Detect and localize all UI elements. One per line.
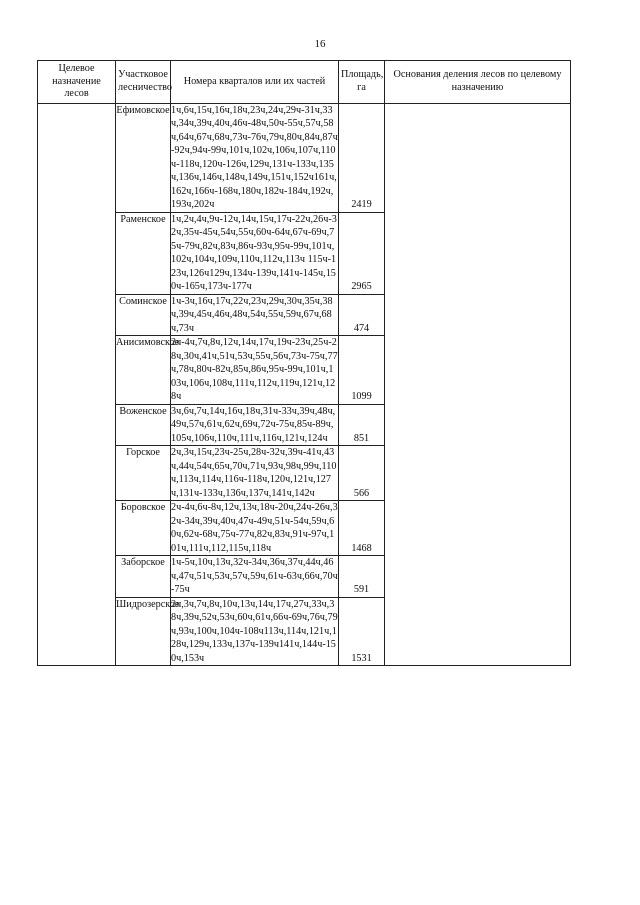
quarter-numbers: 3ч,6ч,7ч,14ч,16ч,18ч,31ч-33ч,39ч,48ч,49ч,57ч,61ч,62ч,69ч,72ч-75ч,85ч-89ч,105ч,106ч,110ч,111ч,116ч,121ч,124ч	[171, 404, 339, 446]
district-name: Раменское	[116, 212, 171, 294]
area-value: 1531	[339, 597, 385, 666]
table-body	[38, 103, 571, 666]
area-value: 1468	[339, 501, 385, 556]
header-basis: Основания деления лесов по целевому назначению	[385, 61, 571, 104]
district-name: Горское	[116, 446, 171, 501]
district-name: Ефимовское	[116, 103, 171, 212]
district-name: Соминское	[116, 294, 171, 336]
page-number: 16	[314, 38, 326, 50]
district-name: Заборское	[116, 556, 171, 598]
quarter-numbers: 2ч,3ч,15ч,23ч-25ч,28ч-32ч,39ч-41ч,43ч,44ч,54ч,65ч,70ч,71ч,93ч,98ч,99ч,110ч,113ч,114ч,116ч-118ч,120ч,121ч,127ч,131ч-133ч,136ч,137ч,141ч,142ч	[171, 446, 339, 501]
district-name: Воженское	[116, 404, 171, 446]
district-name: Боровское	[116, 501, 171, 556]
area-value: 2419	[339, 103, 385, 212]
area-value: 2965	[339, 212, 385, 294]
purpose-cell	[38, 103, 116, 666]
table-header	[38, 61, 571, 104]
header-purpose: Целевое назначение лесов	[38, 61, 116, 104]
area-value: 851	[339, 404, 385, 446]
quarter-numbers: 1ч,2ч,4ч,9ч-12ч,14ч,15ч,17ч-22ч,26ч-32ч,35ч-45ч,54ч,55ч,60ч-64ч,67ч-69ч,75ч-79ч,82ч,83ч,86ч-93ч,95ч-99ч,101ч,102ч,104ч,109ч,110ч,112ч,113ч 115ч-123ч,126ч129ч,134ч-139ч,141ч-145ч,150ч-165ч,173ч-177ч	[171, 213, 337, 292]
forest-division-table	[37, 60, 571, 666]
area-value: 566	[339, 446, 385, 501]
quarter-numbers: 1ч,6ч,15ч,16ч,18ч,23ч,24ч,29ч-31ч,33ч,34ч,39ч,40ч,46ч-48ч,50ч-55ч,57ч,58ч,64ч,67ч,68ч,73ч-76ч,79ч,80ч,84ч,87ч-92ч,94ч-99ч,101ч,102ч,106ч,107ч,110ч-118ч,120ч-126ч,129ч,131ч-133ч,135ч,136ч,146ч,148ч,149ч,151ч,152ч161ч,162ч,166ч-168ч,180ч,182ч-184ч,192ч,193ч,202ч	[171, 104, 338, 210]
table-row	[38, 103, 571, 212]
district-name: Шидрозерское	[116, 597, 171, 666]
basis-cell	[385, 103, 571, 666]
quarter-numbers: 1ч-5ч,10ч,13ч,32ч-34ч,36ч,37ч,44ч,46ч,47ч,51ч,53ч,57ч,59ч,61ч-63ч,66ч,70ч-75ч	[171, 557, 338, 595]
header-area: Площадь, га	[339, 61, 385, 104]
area-value: 591	[339, 556, 385, 598]
quarter-numbers: 2ч-4ч,6ч-8ч,12ч,13ч,18ч-20ч,24ч-26ч,32ч-34ч,39ч,40ч,47ч-49ч,51ч-54ч,59ч,60ч,62ч-68ч,75ч-77ч,82ч,83ч,91ч-97ч,101ч,111ч,112,115ч,118ч	[171, 502, 338, 554]
quarter-numbers: 2ч,3ч,7ч,8ч,10ч,13ч,14ч,17ч,27ч,33ч,38ч,39ч,52ч,53ч,60ч,61ч,66ч-69ч,76ч,79ч,93ч,100ч,104ч-108ч113ч,114ч,121ч,128ч,129ч,133ч,137ч-139ч141ч,144ч-150ч,153ч	[171, 598, 338, 664]
quarter-numbers: 1ч-3ч,16ч,17ч,22ч,23ч,29ч,30ч,35ч,38ч,39ч,45ч,46ч,48ч,54ч,55ч,59ч,67ч,68ч,73ч	[171, 294, 339, 336]
header-quarters: Номера кварталов или их частей	[171, 61, 339, 104]
quarter-numbers: 2ч-4ч,7ч,8ч,12ч,14ч,17ч,19ч-23ч,25ч-28ч,30ч,41ч,51ч,53ч,55ч,56ч,73ч-75ч,77ч,78ч,80ч-82ч,85ч,86ч,95ч-99ч,101ч,103ч,106ч,108ч,111ч,112ч,119ч,121ч,128ч	[171, 337, 338, 402]
header-district: Участковое лесничество	[116, 61, 171, 104]
header-row	[38, 61, 571, 104]
district-name: Анисимовское	[116, 336, 171, 405]
area-value: 1099	[339, 336, 385, 405]
area-value: 474	[339, 294, 385, 336]
